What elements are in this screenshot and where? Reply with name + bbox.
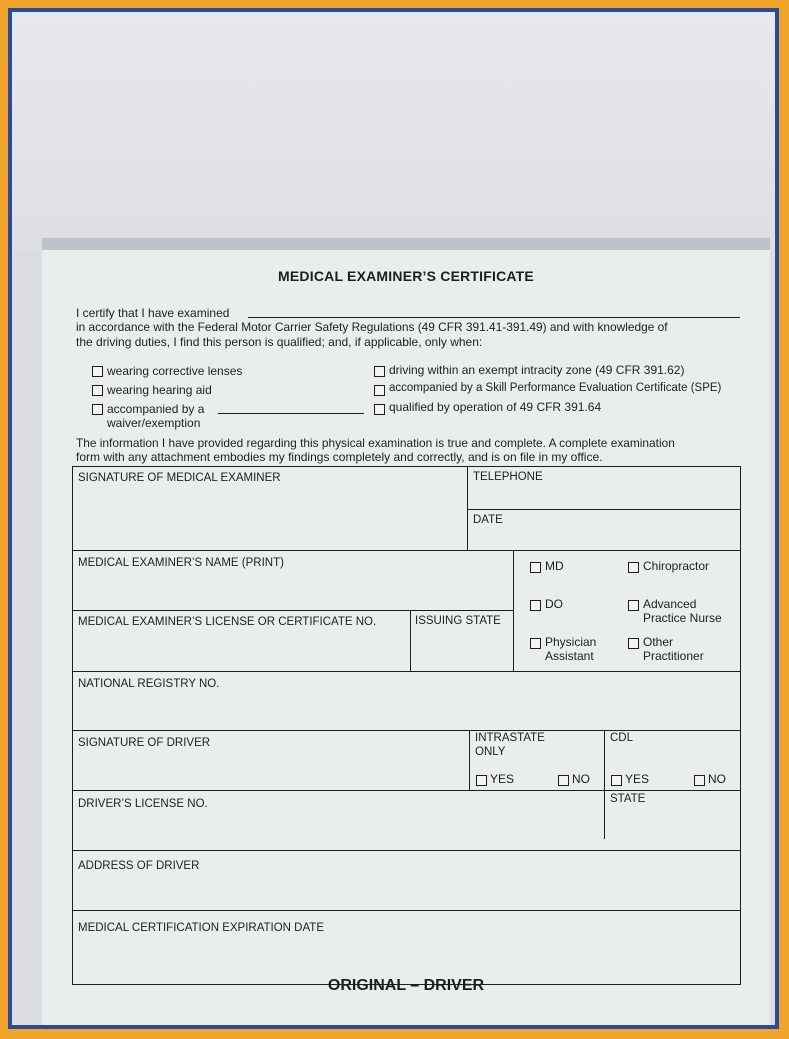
type-chiropractor: Chiropractor: [643, 559, 710, 573]
copy-designation: ORIGINAL – DRIVER: [327, 977, 485, 994]
page-above: [12, 12, 775, 252]
waiver-line[interactable]: [218, 413, 364, 414]
checkbox-corrective-lenses[interactable]: [92, 366, 103, 377]
checkbox-cdl-yes[interactable]: [611, 775, 622, 786]
option-waiver: accompanied by a: [107, 402, 205, 416]
checkbox-other[interactable]: [628, 638, 639, 649]
checkbox-hearing-aid[interactable]: [92, 385, 103, 396]
cdl-no: NO: [708, 772, 726, 786]
checkbox-391-64[interactable]: [374, 404, 385, 415]
type-apn-1: Advanced: [643, 597, 697, 611]
divider: [72, 550, 740, 551]
type-other-1: Other: [643, 635, 674, 649]
license-no-field[interactable]: MEDICAL EXAMINER’S LICENSE OR CERTIFICATE NO.: [78, 616, 377, 628]
option-spe: accompanied by a Skill Performance Evaluation Certificate (SPE): [389, 382, 722, 394]
examiner-name-field[interactable]: MEDICAL EXAMINER’S NAME (PRINT): [78, 557, 284, 569]
cdl-label: CDL: [610, 732, 634, 744]
checkbox-intrastate-yes[interactable]: [476, 775, 487, 786]
divider: [467, 466, 468, 550]
type-pa-1: Physician: [545, 635, 597, 649]
option-391-64: qualified by operation of 49 CFR 391.64: [389, 400, 602, 414]
certificate-form-table: [72, 466, 741, 985]
signature-driver-field[interactable]: SIGNATURE OF DRIVER: [78, 737, 211, 749]
type-md: MD: [545, 559, 564, 573]
option-intracity-zone: driving within an exempt intracity zone (49 CFR 391.62): [389, 363, 685, 377]
expiration-date-field[interactable]: MEDICAL CERTIFICATION EXPIRATION DATE: [78, 922, 324, 934]
intro-line-1: I certify that I have examined: [76, 306, 230, 320]
photo-background: [12, 12, 775, 1025]
checkbox-cdl-no[interactable]: [694, 775, 705, 786]
statement-line-2: form with any attachment embodies my findings completely and correctly, and is on file in my office.: [76, 450, 603, 464]
state-field[interactable]: STATE: [610, 793, 646, 805]
date-field[interactable]: DATE: [473, 514, 503, 526]
checkbox-chiropractor[interactable]: [628, 562, 639, 573]
examinee-name-line[interactable]: [248, 317, 740, 318]
checkbox-intrastate-no[interactable]: [558, 775, 569, 786]
type-other-2: Practitioner: [643, 649, 704, 663]
option-corrective-lenses: wearing corrective lenses: [107, 364, 243, 378]
cdl-yes: YES: [625, 772, 650, 786]
checkbox-spe[interactable]: [374, 385, 385, 396]
divider: [467, 509, 740, 510]
divider: [72, 671, 740, 672]
divider: [469, 730, 470, 790]
checkbox-md[interactable]: [530, 562, 541, 573]
intrastate-label-1: INTRASTATE: [475, 732, 545, 744]
checkbox-apn[interactable]: [628, 600, 639, 611]
checkbox-intracity-zone[interactable]: [374, 366, 385, 377]
divider: [72, 790, 740, 791]
checkbox-do[interactable]: [530, 600, 541, 611]
signature-examiner-field[interactable]: SIGNATURE OF MEDICAL EXAMINER: [78, 472, 281, 484]
address-field[interactable]: ADDRESS OF DRIVER: [78, 860, 200, 872]
certificate-title: MEDICAL EXAMINER’S CERTIFICATE: [278, 268, 534, 284]
divider: [410, 610, 411, 671]
checkbox-waiver[interactable]: [92, 404, 103, 415]
divider: [72, 610, 514, 611]
intro-line-2: in accordance with the Federal Motor Carrier Safety Regulations (49 CFR 391.41-391.49) and with knowledge of: [76, 320, 668, 334]
statement-line-1: The information I have provided regarding this physical examination is true and complete. A complete examination: [76, 436, 675, 450]
intro-line-3: the driving duties, I find this person is qualified; and, if applicable, only when:: [76, 335, 483, 349]
type-apn-2: Practice Nurse: [643, 611, 722, 625]
divider: [72, 850, 740, 851]
telephone-field[interactable]: TELEPHONE: [473, 471, 543, 483]
drivers-license-field[interactable]: DRIVER’S LICENSE NO.: [78, 798, 208, 810]
divider: [72, 910, 740, 911]
intrastate-label-2: ONLY: [475, 746, 506, 758]
issuing-state-field[interactable]: ISSUING STATE: [415, 615, 501, 627]
option-hearing-aid: wearing hearing aid: [107, 383, 212, 397]
checkbox-pa[interactable]: [530, 638, 541, 649]
divider: [604, 730, 605, 839]
intrastate-no: NO: [572, 772, 590, 786]
national-registry-field[interactable]: NATIONAL REGISTRY NO.: [78, 678, 220, 690]
divider: [72, 730, 740, 731]
type-do: DO: [545, 597, 563, 611]
option-waiver-cont: waiver/exemption: [107, 416, 201, 430]
certificate-sheet: [42, 250, 770, 1025]
intrastate-yes: YES: [490, 772, 515, 786]
type-pa-2: Assistant: [545, 649, 594, 663]
